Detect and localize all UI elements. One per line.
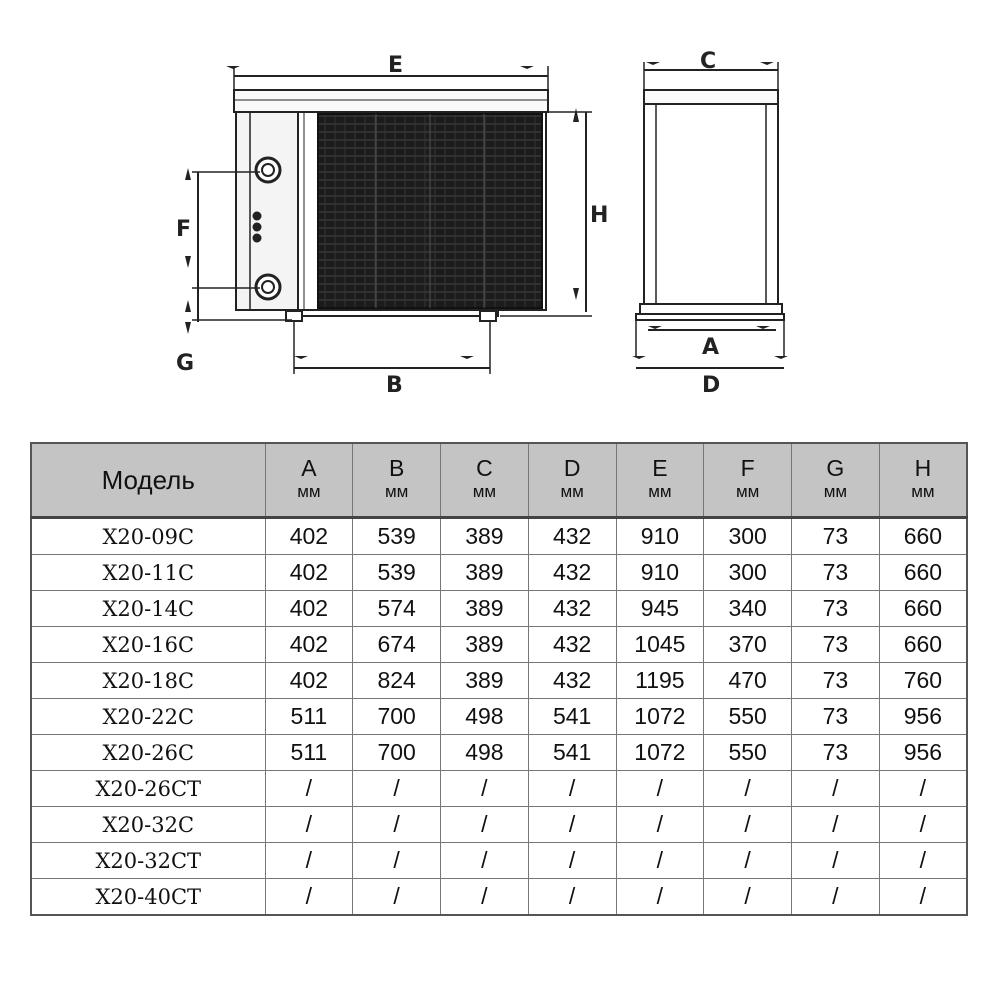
value-cell: / — [441, 843, 529, 879]
table-row — [31, 807, 967, 843]
value-cell: / — [792, 771, 880, 807]
value-cell: 73 — [792, 735, 880, 771]
model-column-header: Модель — [31, 443, 265, 518]
value-cell: / — [353, 879, 441, 916]
column-letter: A — [301, 455, 317, 481]
value-cell: / — [792, 879, 880, 916]
column-letter: H — [914, 455, 932, 481]
table-row — [31, 879, 967, 916]
table-row — [31, 843, 967, 879]
value-cell: 700 — [353, 699, 441, 735]
value-cell: 73 — [792, 699, 880, 735]
value-cell: 660 — [879, 627, 967, 663]
value-cell: 73 — [792, 591, 880, 627]
value-cell: 389 — [441, 591, 529, 627]
value-cell: 574 — [353, 591, 441, 627]
column-unit: мм — [735, 482, 760, 501]
value-cell: 402 — [265, 627, 353, 663]
front-view — [234, 90, 548, 321]
value-cell: 432 — [528, 663, 616, 699]
value-cell: 674 — [353, 627, 441, 663]
column-header-e — [616, 443, 704, 518]
value-cell: 498 — [441, 735, 529, 771]
value-cell: 432 — [528, 591, 616, 627]
value-cell: 1072 — [616, 699, 704, 735]
model-cell: X20-32CT — [31, 843, 265, 879]
value-cell: 470 — [704, 663, 792, 699]
label-a: A — [702, 335, 720, 360]
table-row — [31, 771, 967, 807]
model-cell: X20-16C — [31, 627, 265, 663]
value-cell: / — [616, 843, 704, 879]
value-cell: / — [265, 879, 353, 916]
column-header-g — [792, 443, 880, 518]
value-cell: / — [441, 807, 529, 843]
value-cell: 511 — [265, 735, 353, 771]
model-cell: X20-18C — [31, 663, 265, 699]
value-cell: / — [265, 807, 353, 843]
model-cell: X20-14C — [31, 591, 265, 627]
value-cell: 956 — [879, 699, 967, 735]
value-cell: / — [616, 879, 704, 916]
value-cell: 660 — [879, 591, 967, 627]
table-row — [31, 518, 967, 555]
column-letter: G — [826, 455, 845, 481]
label-h: H — [590, 203, 609, 228]
value-cell: 910 — [616, 555, 704, 591]
value-cell: / — [265, 771, 353, 807]
value-cell: 1045 — [616, 627, 704, 663]
value-cell: / — [879, 771, 967, 807]
value-cell: 511 — [265, 699, 353, 735]
table-row — [31, 663, 967, 699]
value-cell: 910 — [616, 518, 704, 555]
value-cell: / — [441, 771, 529, 807]
value-cell: / — [616, 807, 704, 843]
value-cell: 402 — [265, 663, 353, 699]
table-row — [31, 699, 967, 735]
column-header-b — [353, 443, 441, 518]
value-cell: 700 — [353, 735, 441, 771]
column-unit: мм — [472, 482, 497, 501]
value-cell: / — [792, 807, 880, 843]
value-cell: 389 — [441, 518, 529, 555]
value-cell: 389 — [441, 555, 529, 591]
column-unit: мм — [911, 482, 935, 501]
value-cell: / — [704, 843, 792, 879]
dimensions-table — [30, 442, 968, 916]
label-b: B — [386, 373, 403, 398]
value-cell: 370 — [704, 627, 792, 663]
value-cell: 73 — [792, 627, 880, 663]
column-letter: B — [388, 455, 405, 481]
label-g: G — [176, 351, 195, 376]
value-cell: / — [704, 879, 792, 916]
model-cell: X20-22C — [31, 699, 265, 735]
value-cell: 550 — [704, 699, 792, 735]
value-cell: 539 — [353, 518, 441, 555]
label-c: C — [700, 49, 717, 74]
value-cell: 550 — [704, 735, 792, 771]
value-cell: 73 — [792, 555, 880, 591]
column-unit: мм — [297, 482, 321, 501]
label-f: F — [176, 217, 192, 242]
column-unit: мм — [384, 482, 409, 501]
value-cell: 402 — [265, 518, 353, 555]
value-cell: / — [879, 843, 967, 879]
value-cell: / — [704, 807, 792, 843]
value-cell: 956 — [879, 735, 967, 771]
value-cell: 340 — [704, 591, 792, 627]
column-unit: мм — [560, 482, 584, 501]
model-cell: X20-26C — [31, 735, 265, 771]
value-cell: 73 — [792, 663, 880, 699]
table-row — [31, 735, 967, 771]
value-cell: 432 — [528, 518, 616, 555]
value-cell: 541 — [528, 735, 616, 771]
value-cell: / — [353, 807, 441, 843]
value-cell: / — [792, 843, 880, 879]
value-cell: 1195 — [616, 663, 704, 699]
value-cell: / — [353, 771, 441, 807]
model-cell: X20-09C — [31, 518, 265, 555]
value-cell: / — [528, 807, 616, 843]
dimension-drawing — [0, 0, 1000, 440]
column-letter: E — [652, 455, 668, 481]
side-view — [636, 90, 784, 356]
value-cell: 760 — [879, 663, 967, 699]
value-cell: 660 — [879, 555, 967, 591]
value-cell: 1072 — [616, 735, 704, 771]
value-cell: / — [265, 843, 353, 879]
label-d: D — [702, 373, 721, 398]
model-cell: X20-26CT — [31, 771, 265, 807]
value-cell: 300 — [704, 518, 792, 555]
value-cell: 432 — [528, 555, 616, 591]
value-cell: 402 — [265, 555, 353, 591]
column-header-c — [441, 443, 529, 518]
value-cell: / — [528, 843, 616, 879]
value-cell: / — [879, 879, 967, 916]
value-cell: 402 — [265, 591, 353, 627]
value-cell: 541 — [528, 699, 616, 735]
value-cell: / — [528, 771, 616, 807]
table-row — [31, 555, 967, 591]
value-cell: 824 — [353, 663, 441, 699]
value-cell: / — [879, 807, 967, 843]
column-header-a — [265, 443, 353, 518]
table-header-row — [31, 443, 967, 518]
column-header-h — [879, 443, 967, 518]
column-unit: мм — [823, 482, 848, 501]
value-cell: 389 — [441, 627, 529, 663]
model-cell: X20-11C — [31, 555, 265, 591]
column-header-d — [528, 443, 616, 518]
model-cell: X20-32C — [31, 807, 265, 843]
column-unit: мм — [648, 482, 672, 501]
column-letter: C — [476, 455, 493, 481]
value-cell: / — [616, 771, 704, 807]
value-cell: / — [528, 879, 616, 916]
value-cell: / — [704, 771, 792, 807]
value-cell: 300 — [704, 555, 792, 591]
table-row — [31, 591, 967, 627]
value-cell: 498 — [441, 699, 529, 735]
table-row — [31, 627, 967, 663]
value-cell: / — [441, 879, 529, 916]
value-cell: 389 — [441, 663, 529, 699]
model-cell: X20-40CT — [31, 879, 265, 916]
value-cell: 660 — [879, 518, 967, 555]
value-cell: 539 — [353, 555, 441, 591]
value-cell: 73 — [792, 518, 880, 555]
column-header-f — [704, 443, 792, 518]
value-cell: / — [353, 843, 441, 879]
column-letter: D — [563, 455, 581, 481]
value-cell: 945 — [616, 591, 704, 627]
value-cell: 432 — [528, 627, 616, 663]
label-e: E — [388, 53, 404, 78]
column-letter: F — [740, 455, 755, 481]
